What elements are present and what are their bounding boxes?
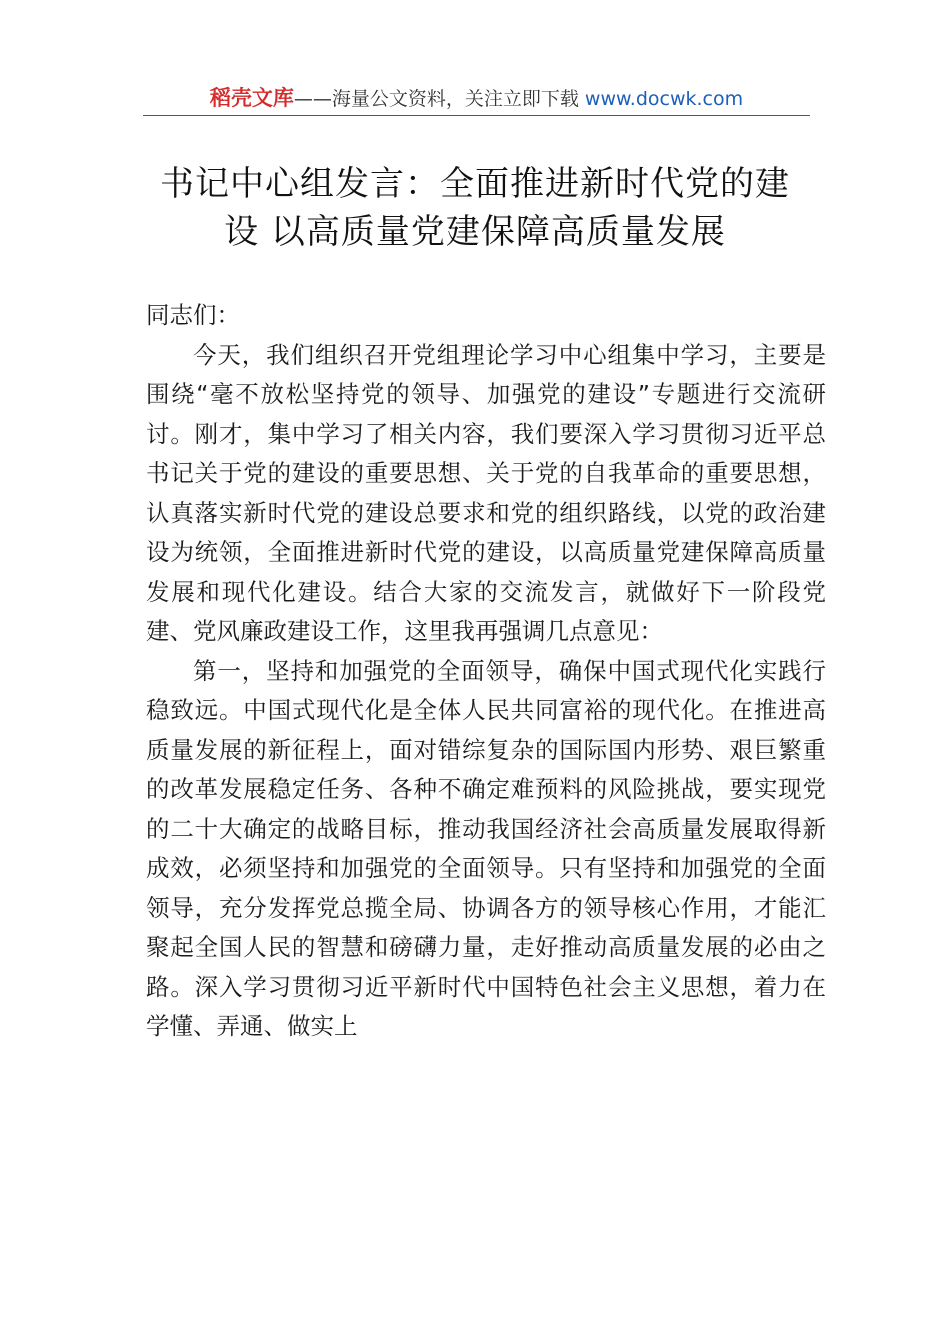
document-body: [146, 296, 826, 1047]
body-paragraph: 今天，我们组织召开党组理论学习中心组集中学习，主要是围绕“毫不放松坚持党的领导、加强党的建设”专题进行交流研讨。刚才，集中学习了相关内容，我们要深入学习贯彻习近平总书记关于党的建设的重要思想、关于党的自我革命的重要思想，认真落实新时代党的建设总要求和党的组织路线，以党的政治建设为统领，全面推进新时代党的建设，以高质量党建保障高质量发展和现代化建设。结合大家的交流发言，就做好下一阶段党建、党风廉政建设工作，这里我再强调几点意见：: [146, 340, 826, 645]
body-paragraph: 第一，坚持和加强党的全面领导，确保中国式现代化实践行稳致远。中国式现代化是全体人民共同富裕的现代化。在推进高质量发展的新征程上，面对错综复杂的国际国内形势、艰巨繁重的改革发展稳定任务、各种不确定难预料的风险挑战，要实现党的二十大确定的战略目标，推动我国经济社会高质量发展取得新成效，必须坚持和加强党的全面领导。只有坚持和加强党的全面领导，充分发挥党总揽全局、协调各方的领导核心作用，才能汇聚起全国人民的智慧和磅礴力量，走好推动高质量发展的必由之路。深入学习贯彻习近平新时代中国特色社会主义思想，着力在学懂、弄通、做实上: [146, 656, 826, 1040]
page-header: [143, 84, 810, 113]
title-line-2: 设 以高质量党建保障高质量发展: [224, 212, 726, 252]
header-divider: [143, 115, 810, 116]
header-tagline: ——海量公文资料，关注立即下载: [293, 88, 579, 110]
title-line-1: 书记中心组发言：全面推进新时代党的建: [160, 164, 790, 204]
site-url-link[interactable]: www.docwk.com: [584, 88, 744, 110]
document-title: [130, 160, 820, 256]
salutation: 同志们：: [146, 301, 240, 329]
brand-logo-text: 稻壳文库: [209, 86, 294, 110]
